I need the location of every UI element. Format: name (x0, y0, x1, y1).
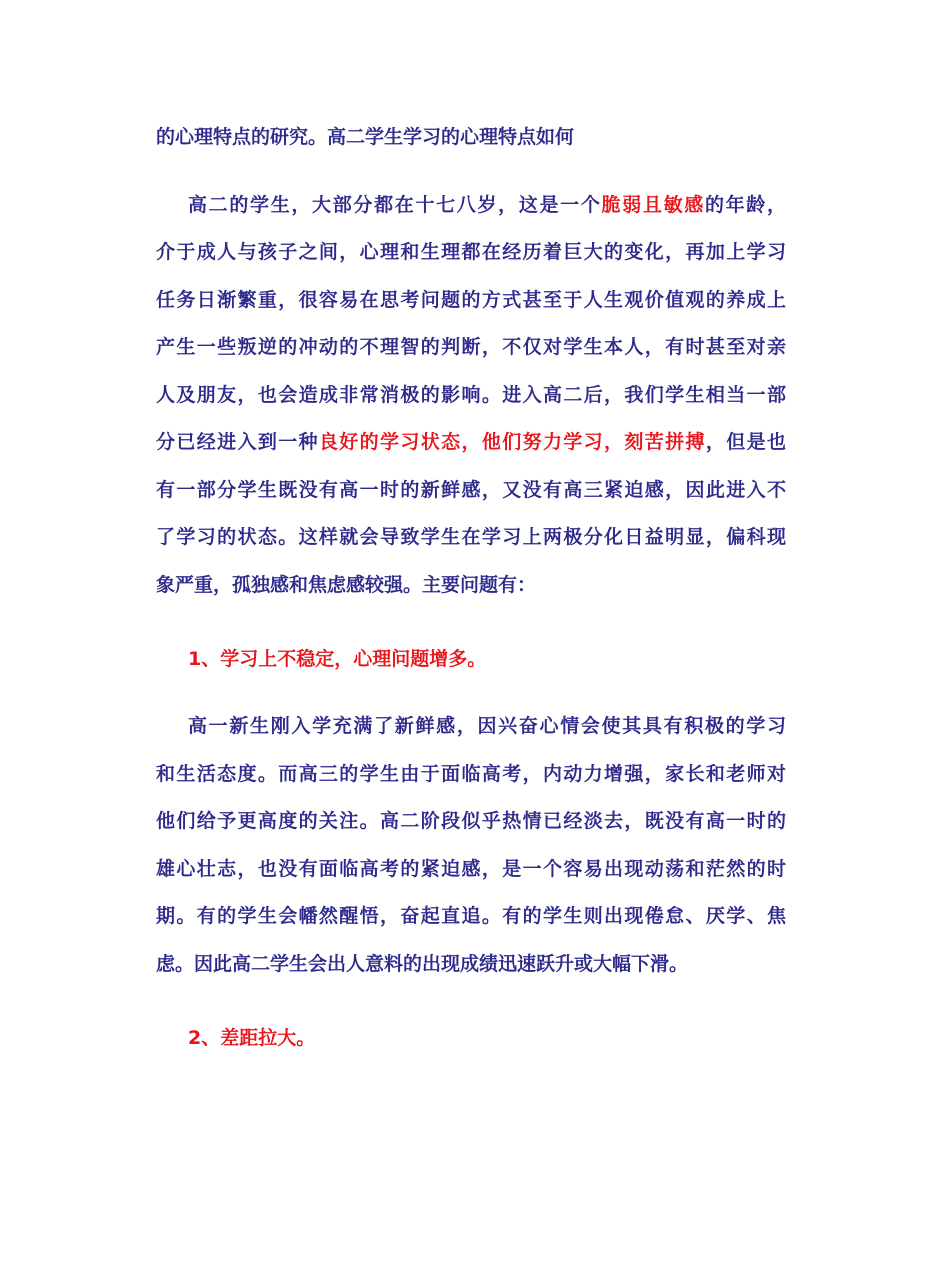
text-line: 了学习的状态。这样就会导致学生在学习上两极分化日益明显，偏科现 (156, 526, 786, 548)
highlight-text: 脆弱且敏感 (601, 194, 705, 216)
text-line: 任务日渐繁重，很容易在思考问题的方式甚至于人生观价值观的养成上 (156, 289, 786, 311)
text-line: 他们给予更高度的关注。高二阶段似乎热情已经淡去，既没有高一时的 (156, 810, 786, 832)
text-span: 的年龄， (704, 194, 786, 216)
section-heading-1: 1、学习上不稳定，心理问题增多。 (188, 648, 487, 670)
paragraph-1-line-1 (188, 192, 786, 218)
text-line: 期。有的学生会幡然醒悟，奋起直追。有的学生则出现倦怠、厌学、焦 (156, 905, 786, 927)
text-line: 雄心壮志，也没有面临高考的紧迫感，是一个容易出现动荡和茫然的时 (156, 858, 786, 880)
text-span: ，但是也 (705, 431, 786, 453)
text-line: 高一新生刚入学充满了新鲜感，因兴奋心情会使其具有积极的学习 (188, 715, 786, 737)
text-line: 产生一些叛逆的冲动的不理智的判断，不仅对学生本人，有时甚至对亲 (156, 336, 786, 358)
text-line: 的心理特点的研究。高二学生学习的心理特点如何 (156, 126, 575, 148)
text-line: 人及朋友，也会造成非常消极的影响。进入高二后，我们学生相当一部 (156, 384, 786, 406)
text-line: 和生活态度。而高三的学生由于面临高考，内动力增强，家长和老师对 (156, 763, 786, 785)
text-line: 介于成人与孩子之间，心理和生理都在经历着巨大的变化，再加上学习 (156, 241, 786, 263)
paragraph-1-line-6 (156, 429, 786, 455)
text-span: 分已经进入到一种 (156, 431, 319, 453)
text-line: 有一部分学生既没有高一时的新鲜感，又没有高三紧迫感，因此进入不 (156, 479, 786, 501)
text-line: 虑。因此高二学生会出人意料的出现成绩迅速跃升或大幅下滑。 (156, 953, 689, 975)
text-line: 象严重，孤独感和焦虑感较强。主要问题有： (156, 574, 537, 596)
text-span: 高二的学生，大部分都在十七八岁，这是一个 (188, 194, 602, 216)
section-heading-2: 2、差距拉大。 (188, 1027, 316, 1049)
highlight-text: 良好的学习状态，他们努力学习，刻苦拼搏 (318, 431, 706, 453)
